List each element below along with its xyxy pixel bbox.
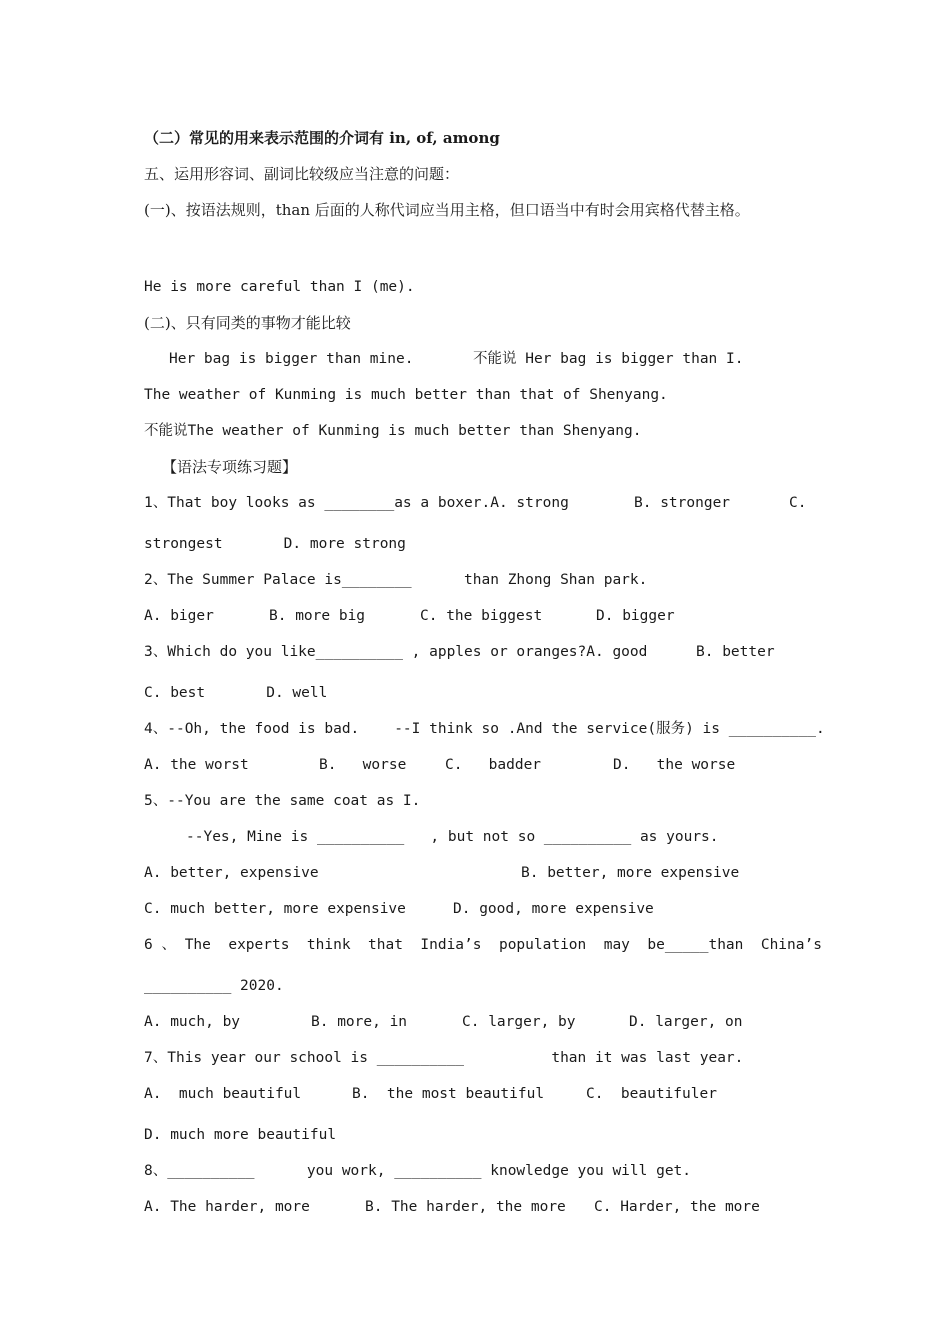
section5-heading: 五、运用形容词、副词比较级应当注意的问题：: [144, 165, 460, 183]
question-3-option-b: B. better: [696, 644, 775, 660]
question-7-option-c: C. beautifuler: [586, 1086, 717, 1102]
rule1-text: (一)、按语法规则，than 后面的人称代词应当用主格，但口语当中有时会用宾格代替主格。: [144, 201, 750, 219]
question-6-stem: 6 、 The experts think that India’s population may be_____than China’s: [144, 937, 822, 953]
rule2-example-a: Her bag is bigger than mine.: [169, 351, 414, 367]
question-6-option-c: C. larger, by: [462, 1014, 576, 1030]
section2-heading: （二）常见的用来表示范围的介词有 in, of, among: [144, 129, 500, 147]
question-8-option-a: A. The harder, more: [144, 1199, 310, 1215]
question-1-option-c-label: C.: [789, 495, 807, 511]
question-5-option-d: D. good, more expensive: [453, 901, 654, 917]
rule1-example: He is more careful than I (me).: [144, 279, 415, 295]
question-4-option-b: B. worse: [319, 757, 407, 773]
question-5-option-b: B. better, more expensive: [521, 865, 740, 881]
question-4-stem: 4、--Oh, the food is bad. --I think so .And the service(服务) is __________.: [144, 721, 825, 737]
question-2-stem: 2、The Summer Palace is________ than Zhong Shan park.: [144, 572, 648, 588]
question-7-stem: 7、This year our school is __________ than it was last year.: [144, 1050, 744, 1066]
question-4-option-c: C. badder: [445, 757, 542, 773]
rule2-text: (二)、只有同类的事物才能比较: [144, 314, 351, 332]
question-5-stem: 5、--You are the same coat as I.: [144, 793, 421, 809]
question-7-option-d: D. much more beautiful: [144, 1127, 337, 1143]
question-4-option-d: D. the worse: [613, 757, 736, 773]
question-4-option-a: A. the worst: [144, 757, 249, 773]
question-3-options-continued: C. best D. well: [144, 685, 328, 701]
exercise-title: 【语法专项练习题】: [162, 458, 298, 476]
question-7-option-b: B. the most beautiful: [352, 1086, 545, 1102]
question-6-option-d: D. larger, on: [629, 1014, 743, 1030]
rule2-example-b: The weather of Kunming is much better than that of Shenyang.: [144, 387, 668, 403]
question-7-option-a: A. much beautiful: [144, 1086, 302, 1102]
question-8-option-c: C. Harder, the more: [594, 1199, 760, 1215]
question-3-stem: 3、Which do you like__________ , apples or oranges?A. good: [144, 644, 648, 660]
rule2-example-a-wrong: 不能说 Her bag is bigger than I.: [473, 351, 744, 367]
question-1-option-b: B. stronger: [634, 495, 731, 511]
question-1-options-continued: strongest D. more strong: [144, 536, 406, 552]
question-6-option-b: B. more, in: [311, 1014, 408, 1030]
question-2-option-b: B. more big: [269, 608, 366, 624]
question-2-option-a: A. biger: [144, 608, 214, 624]
question-5-stem-response: --Yes, Mine is __________ , but not so __________ as yours.: [186, 829, 719, 845]
question-8-stem: 8、__________ you work, __________ knowledge you will get.: [144, 1163, 692, 1179]
question-1-stem: 1、That boy looks as ________as a boxer.A. strong: [144, 495, 569, 511]
question-2-option-c: C. the biggest: [420, 608, 543, 624]
question-6-option-a: A. much, by: [144, 1014, 241, 1030]
rule2-example-b-wrong: 不能说The weather of Kunming is much better than Shenyang.: [144, 423, 642, 439]
question-8-option-b: B. The harder, the more: [365, 1199, 566, 1215]
question-2-option-d: D. bigger: [596, 608, 675, 624]
question-5-option-a: A. better, expensive: [144, 865, 319, 881]
question-6-stem-continued: __________ 2020.: [144, 978, 284, 994]
question-5-option-c: C. much better, more expensive: [144, 901, 406, 917]
